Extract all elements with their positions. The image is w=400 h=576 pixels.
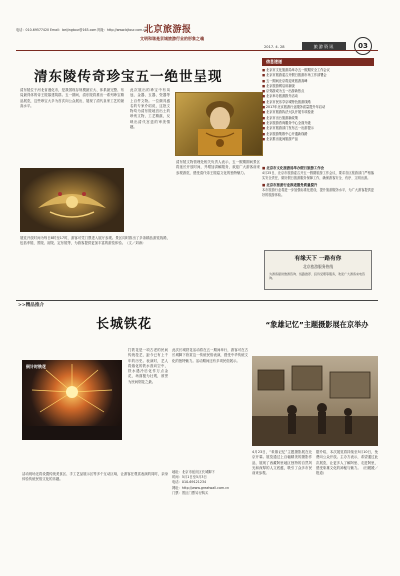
sidebar-headline[interactable]: ■ 北京旅游咨询服务中心全面升级 — [262, 121, 374, 126]
phoenix-crown-image — [20, 168, 124, 232]
news-headline[interactable]: ■ 北京市文化旅游局举办假日旅游工作会 — [262, 166, 374, 171]
masthead-rule — [16, 50, 378, 51]
article1-column-1: 清东陵位于河北省遵化市，是我国现存规模最宏大、体系最完整、布局最得体的帝王陵墓建筑群。五一期间，清东陵将推出一系列珍宝精品展览，这些珍宝大多为首次向公众展出，展现了清代皇家工艺的最高水平。 — [20, 88, 124, 108]
iron-flower-image — [22, 360, 122, 440]
sidebar-headline[interactable]: ■ 北京市旅游部门发布五一出游提示 — [262, 126, 374, 131]
masthead — [16, 24, 378, 50]
sidebar-headline[interactable]: ■ 北京市旅游执法大队开展专项检查 — [262, 110, 374, 115]
news-headline[interactable]: ■ 北京市旅游行业推进服务质量提升 — [262, 183, 374, 188]
emperor-portrait-photo — [175, 92, 263, 156]
article1-column-4: 展览开放时间为每日8时至17时，游客可凭门票进入展厅参观。景区同时推出了多条精品游览线路，包括孝陵、景陵、裕陵、定东陵等，为游客提供更加丰富的游览体验。（文／刘涛） — [20, 236, 170, 246]
sidebar-headline[interactable]: ■ 北京市文化旅游局举办五一假期安全工作会议 — [262, 68, 374, 73]
event-info-line: 地址：北京市延庆区长城脚下 — [172, 470, 215, 474]
article3-headline: “象雄记忆”主题摄影展在京举办 — [265, 320, 369, 329]
article1-headline: 清东陵传奇珍宝五一绝世呈现 — [34, 69, 223, 85]
sidebar-news — [262, 166, 374, 198]
news-text: 本市旅游行业将进一步加强标准化建设，提升旅游服务水平，为广大游客提供更好的旅游体验。 — [262, 188, 374, 198]
phoenix-crown-photo — [20, 168, 124, 232]
iron-flower-photo — [22, 360, 122, 440]
issue-date: 2017. 4. 28 — [264, 45, 285, 49]
page-number: 03 — [354, 37, 372, 55]
emperor-portrait-image — [176, 93, 263, 156]
event-info-line[interactable]: 网址：http://www.greatwall.com.cn — [172, 485, 230, 490]
sidebar-header: 信息速递 — [262, 58, 374, 66]
article2-column-1: 打铁花是一项古老的民间传统技艺，距今已有上千年的历史。表演时，艺人将熔化的铁水泼向空中，铁水遇冷后化作万点金花，场面极为壮观，被誉为民间烟花之最。 — [128, 348, 168, 384]
news-sidebar — [262, 58, 374, 282]
sidebar-headline[interactable]: ■ 北京市出台旅游新政策 — [262, 116, 374, 121]
ad-body: 为游客提供旅游咨询、线路推荐、投诉受理等服务，欢迎广大游客来电咨询。 — [269, 271, 366, 281]
sidebar-headline[interactable]: ■ 北京旅游网启用新版 — [262, 84, 374, 89]
masthead-contact: 电话：010-69577420 Email：beijingtour@163.com 网址：http://www.bjtour.com.cn — [16, 28, 148, 32]
exhibition-photo — [252, 356, 378, 446]
sidebar-headline[interactable]: ■ 京郊游成为五一出游新热点 — [262, 89, 374, 94]
section-divider — [16, 300, 378, 301]
article2-headline: 长城铁花 — [96, 317, 153, 332]
iron-flower-caption: 倒计时铁花 — [26, 364, 46, 369]
sidebar-headline-list — [262, 68, 374, 142]
article2-column-3: 活动现场还将设置传统美食区、手工艺品展示区等多个互动区域，让游客在观赏表演的同时，亲身体验传统民俗文化的乐趣。 — [22, 472, 168, 482]
sidebar-headline[interactable]: ■ 北京市民乐享京城特色旅游线路 — [262, 100, 374, 105]
exhibition-image — [252, 356, 378, 446]
article3-column-1: 4月23日，“象雄记忆”主题摄影展在北京开幕。展览通过上百幅精美的摄影作品，展现了西藏阿里地区独特的自然风光和深厚的人文底蕴，吸引了众多市民前来参观。 — [252, 450, 312, 476]
news-text: 4月25日，北京市旅游委召开五一假期旅游工作会议，要求各区旅游部门严格落实安全责任，做好假日旅游服务保障工作，确保游客安全、有序、文明出游。 — [262, 171, 374, 181]
sidebar-headline[interactable]: ■ 北京市旅游委召开假日旅游市场工作部署会 — [262, 73, 374, 78]
newspaper-slogan: 文明和谐是京城旅游行业的形象之魂 — [140, 36, 204, 41]
section-badge: 旅游资讯 — [302, 42, 346, 51]
article3-column-2: 据介绍，本次展览将持续至5月10日，免费向公众开放。主办方表示，希望通过此次展览，让更多人了解阿里、走进阿里，感受象雄文化的神秘与魅力。（田媛媛／报道） — [316, 450, 378, 476]
sidebar-headline[interactable]: ■ 2017年北京旅游行业服务质量提升年启动 — [262, 105, 374, 110]
article2-column-2: 此次长城铁花活动将在五一期间举行，游客可在古长城脚下欣赏这一传统民俗表演，感受中华传统文化的独特魅力。活动期间还有多项民俗展示。 — [172, 348, 248, 363]
article1-column-2: 此次展出的珍宝中有凤冠、金器、玉器、瓷器等上百件文物。一位颇具盛名的专家介绍说，这批文物均为清东陵地宫出土的珍贵文物，工艺精湛，反映出清代宫廷的审美情趣。 — [130, 88, 170, 130]
advertisement-box — [264, 250, 372, 290]
event-info-line: 电话：010-69121234 — [172, 480, 207, 485]
ad-title: 有缘天下 一路有你 — [294, 256, 342, 262]
event-info-block — [172, 470, 248, 496]
event-info-line: 时间：5月1日至5月3日 — [172, 475, 207, 480]
sidebar-headline[interactable]: ■ 北京举办旅游推介活动 — [262, 94, 374, 99]
article1-column-3: 清东陵文物管理处相关负责人表示，五一假期期间景区将延长开放时间，并增加讲解服务，欢迎广大游客前来参观游览，感受清代帝王陵寝文化的独特魅力。 — [176, 160, 260, 175]
ad-subtitle: 北京旅游服务热线 — [302, 264, 334, 270]
event-info-line: 门票：景区门票另行购买 — [172, 490, 209, 495]
sidebar-headline[interactable]: ■ 北京推出夜间旅游产品 — [262, 137, 374, 142]
section-label: >>精品推介 — [18, 303, 45, 308]
newspaper-title: 北京旅游报 — [144, 25, 192, 35]
sidebar-headline[interactable]: ■ 北京旅游集散中心开通新线路 — [262, 132, 374, 137]
sidebar-headline[interactable]: ■ 五一期间北京将迎来旅游高峰 — [262, 79, 374, 84]
